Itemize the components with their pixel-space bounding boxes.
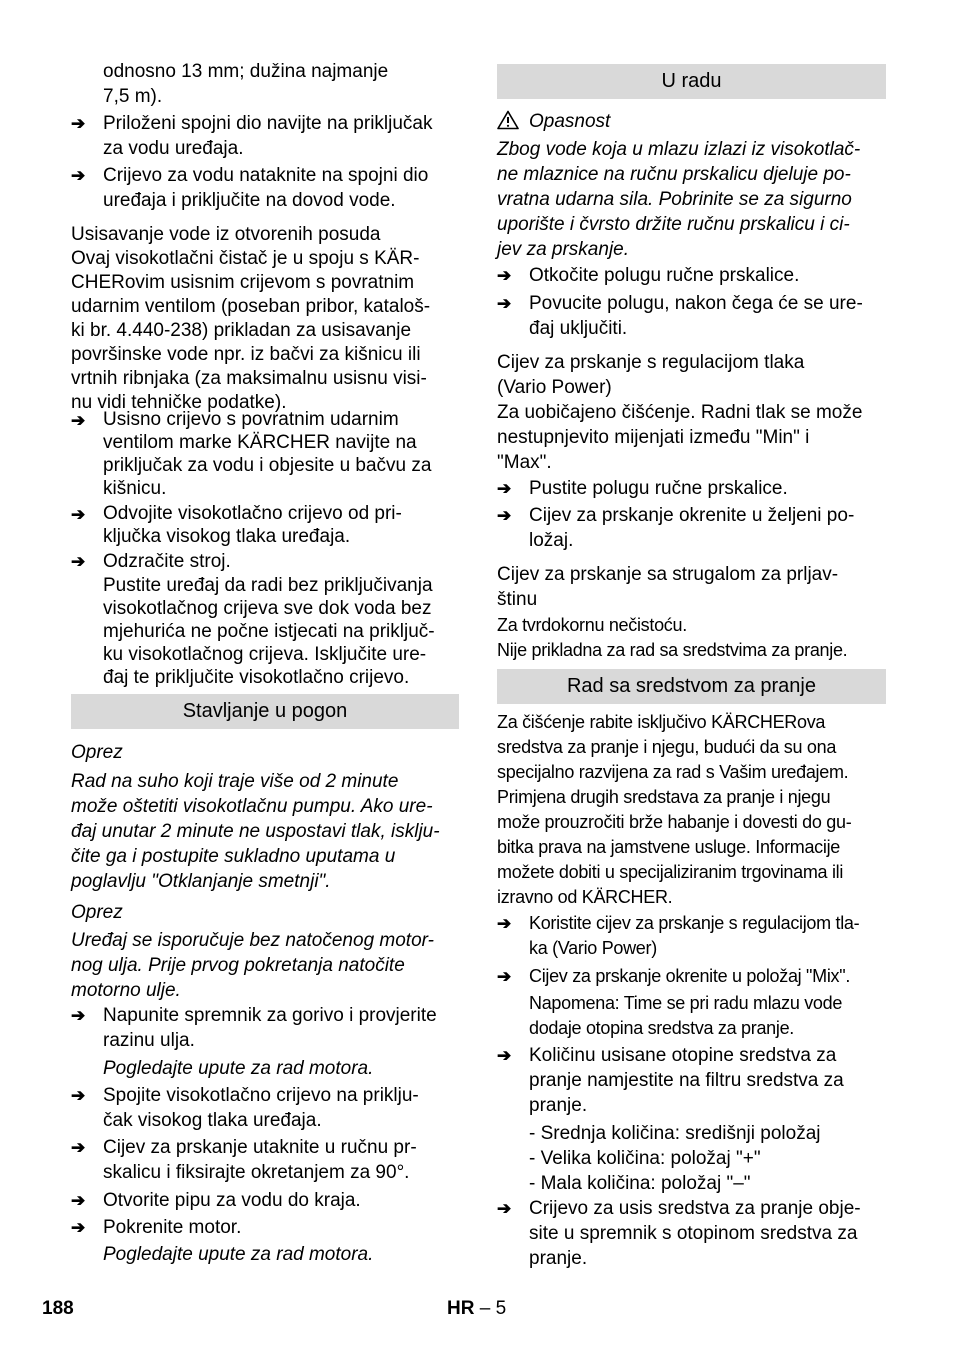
quantity-large: - Velika količina: položaj "+" xyxy=(529,1148,761,1169)
section-heading-detergent: Rad sa sredstvom za pranje xyxy=(497,669,886,704)
danger-text: Zbog vode koja u mlazu izlazi iz visokotlač- ne mlaznice na ručnu prskalicu djeluje po- vratna udarna sila. Pobrinite se za sigurno uporište i čvrsto držite ručnu prskalicu i ci- jev za prskanje. xyxy=(497,139,861,260)
dirt-blaster-heading: Cijev za prskanje sa strugalom za prljav- štinu xyxy=(497,564,839,610)
step-release-lever: Pustite polugu ručne prskalice. xyxy=(529,478,788,499)
vent-detail: Pustite uređaj da radi bez priključivanja visokotlačnog crijeva sve dok voda bez mjehurića ne počne istjecati na priključ- ku visokotlačnog crijeva. Isključite ure- đaj te priključite visokotlačno crijevo. xyxy=(103,575,435,688)
arrow-right-icon xyxy=(497,1043,511,1068)
vario-paragraph: Za uobičajeno čišćenje. Radni tlak se može nestupnjevito mijenjati između "Min" i "Max". xyxy=(497,402,863,473)
arrow-right-icon xyxy=(497,503,511,528)
step-pull-lever: Povucite polugu, nakon čega će se ure- đaj uključiti. xyxy=(529,293,863,339)
caution-text-dry-run: Rad na suho koji traje više od 2 minute može oštetiti visokotlačnu pumpu. Ako ure- đaj unutar 2 minute ne uspostavi tlak, isklju- čite ga i postupite sukladno uputama u poglavlju "Otklanjanje smetnji". xyxy=(71,771,440,892)
suction-paragraph: Ovaj visokotlačni čistač je u spoju s KÄR- CHERovim usisnim crijevom s povratnim udarnim ventilom (poseban pribor, kataloš- ki br. 4.440-238) prikladan za usisavanje površinske vode npr. iz bačvi za kišnicu ili vrtnih ribnjaka (za maksimalnu usisnu visi- nu vidi tehničke podatke). xyxy=(71,248,431,413)
section-heading-startup: Stavljanje u pogon xyxy=(71,694,459,729)
page-number: 188 xyxy=(42,1298,74,1319)
caution-label: Oprez xyxy=(71,742,123,763)
reference-motor-manual: Pogledajte upute za rad motora. xyxy=(103,1244,374,1265)
arrow-right-icon xyxy=(497,291,511,316)
quantity-medium: - Srednja količina: središnji položaj xyxy=(529,1123,821,1144)
mix-note: Napomena: Time se pri radu mlazu vode dodaje otopina sredstva za pranje. xyxy=(529,993,843,1038)
step-insert-lance: Cijev za prskanje utaknite u ručnu pr- skalicu i fiksirajte okretanjem za 90°. xyxy=(103,1137,417,1183)
language-code: HR xyxy=(447,1298,475,1319)
step-set-quantity: Količinu usisane otopine sredstva za pranje namjestite na filtru sredstva za pranje. xyxy=(529,1045,844,1116)
language-page-number: – 5 xyxy=(479,1298,507,1319)
quantity-small: - Mala količina: položaj "–" xyxy=(529,1173,751,1194)
step-suction-hose: Usisno crijevo s povratnim udarnim ventilom marke KÄRCHER navijte na priključak za vodu i objesite u bačvu za kišnicu. xyxy=(103,409,432,499)
step-push-hose: Crijevo za vodu nataknite na spojni dio uređaja i priključite na dovod vode. xyxy=(103,165,429,211)
detergent-paragraph: Za čišćenje rabite isključivo KÄRCHERova sredstva za pranje i njegu, budući da su ona specijalno razvijena za rad s Vašim uređajem. Primjena drugih sredstava za pranje i njegu može prouzročiti brže habanje i dovesti do gu- bitka prava na jamstvene usluge. Informacije možete dobiti u specijaliziranim trgovinama ili izravno od KÄRCHER. xyxy=(497,712,852,907)
step-use-vario: Koristite cijev za prskanje s regulacijom tla- ka (Vario Power) xyxy=(529,913,860,958)
dirt-blaster-line-2: Nije prikladna za rad sa sredstvima za pranje. xyxy=(497,640,848,660)
step-start-motor: Pokrenite motor. xyxy=(103,1217,242,1238)
step-fuel: Napunite spremnik za gorivo i provjerite razinu ulja. xyxy=(103,1005,437,1051)
arrow-right-icon xyxy=(71,1135,85,1160)
arrow-right-icon xyxy=(71,1003,85,1028)
section-heading-operation: U radu xyxy=(497,64,886,99)
continued-text: odnosno 13 mm; dužina najmanje 7,5 m). xyxy=(103,61,389,107)
language-page-marker xyxy=(447,1298,506,1320)
step-open-tap: Otvorite pipu za vodu do kraja. xyxy=(103,1190,361,1211)
step-vent: Odzračite stroj. xyxy=(103,551,231,572)
arrow-right-icon xyxy=(71,1083,85,1108)
danger-label: Opasnost xyxy=(529,111,611,132)
suction-heading: Usisavanje vode iz otvorenih posuda xyxy=(71,224,381,245)
dirt-blaster-line-1: Za tvrdokornu nečistoću. xyxy=(497,615,687,635)
caution-text-oil: Uređaj se isporučuje bez natočenog motor- nog ulja. Prije prvog pokretanja natočite motorno ulje. xyxy=(71,930,434,1001)
step-hang-hose: Crijevo za usis sredstva za pranje obje- site u spremnik s otopinom sredstva za pranje. xyxy=(529,1198,861,1269)
arrow-right-icon xyxy=(497,476,511,501)
step-disconnect-hose: Odvojite visokotlačno crijevo od pri- ključka visokog tlaka uređaja. xyxy=(103,503,402,547)
warning-triangle-icon xyxy=(497,110,519,130)
arrow-right-icon xyxy=(497,911,511,936)
arrow-right-icon xyxy=(71,1188,85,1213)
step-connect-hp-hose: Spojite visokotlačno crijevo na priklju- čak visokog tlaka uređaja. xyxy=(103,1085,419,1131)
arrow-right-icon xyxy=(71,408,85,433)
step-mix-position: Cijev za prskanje okrenite u položaj "Mix". xyxy=(529,966,851,986)
arrow-right-icon xyxy=(497,1196,511,1221)
arrow-right-icon xyxy=(497,964,511,989)
arrow-right-icon xyxy=(71,549,85,574)
page-footer xyxy=(0,1296,954,1326)
arrow-right-icon xyxy=(497,263,511,288)
vario-heading: Cijev za prskanje s regulacijom tlaka (Vario Power) xyxy=(497,352,805,398)
step-unlock-lever: Otkočite polugu ručne prskalice. xyxy=(529,265,800,286)
arrow-right-icon xyxy=(71,163,85,188)
arrow-right-icon xyxy=(71,502,85,527)
reference-motor-manual: Pogledajte upute za rad motora. xyxy=(103,1058,374,1079)
arrow-right-icon xyxy=(71,111,85,136)
caution-label: Oprez xyxy=(71,902,123,923)
step-attach-coupling: Priloženi spojni dio navijte na priključak za vodu uređaja. xyxy=(103,113,433,159)
step-turn-lance: Cijev za prskanje okrenite u željeni po- ložaj. xyxy=(529,505,855,551)
arrow-right-icon xyxy=(71,1215,85,1240)
